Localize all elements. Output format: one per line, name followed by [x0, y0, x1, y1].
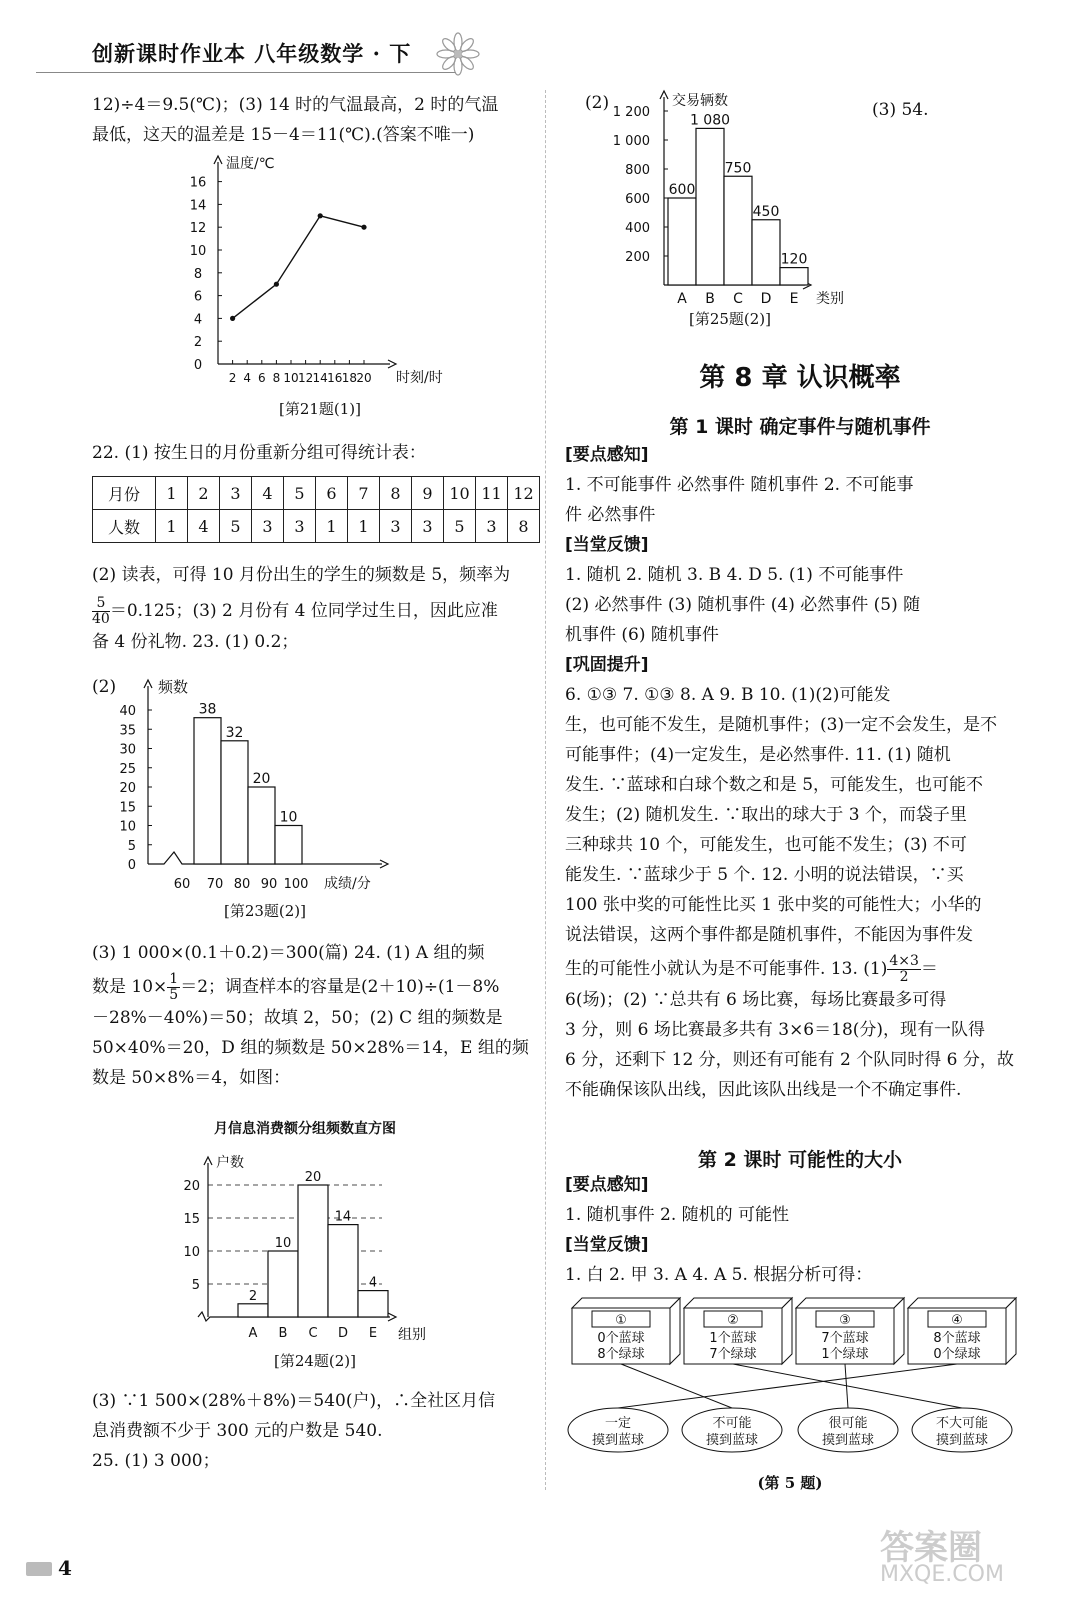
bar-value-label: 450	[752, 203, 780, 220]
answer-line: 1. 随机 2. 随机 3. B 4. D 5. (1) 不可能事件	[565, 565, 904, 585]
answer-line: 可能事件；(4)一定发生，是必然事件. 11. (1) 随机	[565, 745, 951, 765]
answer-line: 3 分，则 6 场比赛最多共有 3×6＝18(分)，现有一队得	[565, 1020, 986, 1040]
x-tick-label: A	[248, 1326, 258, 1341]
box-side	[894, 1298, 904, 1364]
table-cell-month: 8	[380, 477, 412, 510]
left-column	[92, 90, 562, 150]
answer-line: 50×40%＝20，D 组的频数是 50×28%＝14，E 组的频	[92, 1038, 529, 1058]
table-cell-month: 1	[156, 477, 188, 510]
box-top	[908, 1298, 1016, 1308]
x-tick-label: C	[733, 291, 743, 307]
answer-line: 12)÷4＝9.5(℃)；(3) 14 时的气温最高，2 时的气温	[92, 95, 499, 115]
x-tick-label: 10	[283, 371, 299, 385]
table-cell-month: 11	[476, 477, 508, 510]
chart-25-bar	[590, 85, 870, 307]
table-head-month: 月份	[93, 477, 156, 510]
x-tick-label: 6	[257, 371, 266, 385]
y-tick-label: 10	[189, 244, 207, 259]
box-side	[670, 1298, 680, 1364]
chart-24-histogram	[150, 1145, 450, 1345]
answer-line: 能发生. ∵蓝球少于 5 个. 12. 小明的说法错误，∵买	[565, 865, 964, 885]
bar	[752, 220, 780, 285]
data-point	[361, 225, 366, 230]
y-tick-label: 1 200	[612, 105, 650, 120]
data-point	[230, 316, 235, 321]
x-axis-label: 类别	[816, 291, 844, 307]
x-tick-label: B	[705, 291, 715, 307]
box-text: 8个绿球	[597, 1347, 645, 1362]
y-tick-label: 14	[189, 198, 207, 214]
answer-line: 最低，这天的温差是 15－4＝11(℃).(答案不唯一)	[92, 125, 475, 145]
book-title: 创新课时作业本 八年级数学 · 下	[92, 41, 412, 66]
histogram-bar	[221, 741, 248, 864]
page-header	[0, 0, 1085, 90]
table-cell-count: 3	[380, 510, 412, 543]
chart-21-caption: [第21题(1)]	[278, 400, 362, 418]
x-axis-label: 时刻/时	[396, 370, 443, 386]
answer-line: (2) 必然事件 (3) 随机事件 (4) 必然事件 (5) 随	[565, 595, 921, 615]
answer-line: 6. ①③ 7. ①③ 8. A 9. B 10. (1)(2)可能发	[565, 685, 891, 705]
bar-value-label: 38	[198, 701, 217, 718]
page-number: 4	[58, 1556, 72, 1580]
x-tick-label: A	[677, 291, 687, 307]
box-top	[684, 1298, 792, 1308]
histogram-bar	[238, 1304, 268, 1317]
bar-value-label: 20	[304, 1170, 322, 1185]
bar-value-label: 10	[279, 809, 298, 826]
table-cell-month: 12	[508, 477, 540, 510]
bar-value-label: 120	[780, 251, 808, 268]
section-label: [要点感知]	[565, 1175, 649, 1195]
table-cell-count: 5	[444, 510, 476, 543]
table-cell-count: 1	[316, 510, 348, 543]
answer-text: ＝0.125；(3) 2 月份有 4 位同学过生日，因此应准	[109, 601, 498, 621]
q22-block	[92, 438, 552, 468]
x-tick-label: 8	[272, 371, 281, 385]
table-cell-count: 5	[220, 510, 252, 543]
lesson-2-answers	[565, 1170, 1025, 1290]
x-tick-label: E	[368, 1326, 378, 1341]
answer-line: 生，也可能不发生，是随机事件；(3)一定不会发生，是不	[565, 715, 998, 735]
y-tick-label: 20	[119, 781, 136, 796]
bar-value-label: 14	[334, 1209, 352, 1225]
data-point	[274, 282, 279, 287]
y-tick-label: 5	[127, 838, 136, 854]
answer-line: 发生；(2) 随机发生. ∵取出的球大于 3 个，而袋子里	[565, 805, 967, 825]
y-axis-label: 频数	[158, 678, 189, 696]
answer-line: (2) 读表，可得 10 月份出生的学生的频数是 5，频率为	[92, 565, 511, 585]
data-point	[318, 213, 323, 218]
bar	[668, 198, 696, 285]
bar	[724, 176, 752, 285]
oval-text: 摸到蓝球	[935, 1433, 989, 1448]
table-cell-month: 3	[220, 477, 252, 510]
match-line	[621, 1364, 732, 1408]
y-tick-label: 15	[119, 800, 136, 816]
histogram-bar	[248, 787, 275, 864]
oval-text: 摸到蓝球	[705, 1433, 759, 1448]
x-tick-label: D	[337, 1326, 349, 1341]
answer-line: 不能确保该队出线，因此该队出线是一个不确定事件.	[565, 1080, 962, 1100]
x-tick-label: 60	[173, 877, 191, 892]
lesson-1-title: 第 1 课时 确定事件与随机事件	[669, 416, 931, 438]
bar-value-label: 750	[724, 160, 752, 177]
x-tick-label: 12	[297, 371, 314, 385]
y-tick-label: 4	[193, 312, 203, 328]
x-tick-label: 4	[243, 371, 252, 385]
box-number: ④	[951, 1313, 963, 1328]
y-tick-label: 35	[119, 723, 136, 739]
answer-line: 6(场)；(2) ∵总共有 6 场比赛，每场比赛最多可得	[565, 990, 947, 1010]
answer-line: 三种球共 10 个，可能发生，也可能不发生；(3) 不可	[565, 835, 967, 855]
box-number: ③	[839, 1313, 851, 1328]
matching-diagram	[560, 1290, 1020, 1470]
box-text: 1个绿球	[821, 1347, 869, 1362]
y-tick-label: 1 000	[612, 134, 650, 149]
x-tick-label: 16	[327, 371, 343, 385]
q24-block	[92, 938, 552, 1093]
header-rule	[36, 72, 456, 73]
q22-answer	[92, 560, 552, 657]
chapter-title: 第 8 章 认识概率	[699, 363, 901, 393]
y-tick-label: 10	[183, 1245, 200, 1260]
answer-text: ＝	[920, 959, 938, 979]
answer-line: 发生. ∵蓝球和白球个数之和是 5，可能发生，也可能不	[565, 775, 984, 795]
answer-line: 备 4 份礼物. 23. (1) 0.2；	[92, 632, 299, 652]
x-tick-label: B	[278, 1326, 288, 1341]
table-cell-month: 4	[252, 477, 284, 510]
y-tick-label: 800	[625, 163, 650, 178]
flower-icon	[436, 32, 480, 76]
x-tick-label: 14	[312, 371, 328, 385]
answer-line: 6 分，还剩下 12 分，则还有可能有 2 个队同时得 6 分，故	[565, 1050, 1014, 1070]
histogram-bar	[268, 1251, 298, 1317]
answer-text: 数是 10×	[92, 977, 168, 997]
watermark-url: MXQE.COM	[880, 1562, 1004, 1587]
fraction: $\frac{4\times 3}{2}$	[889, 953, 919, 985]
y-tick-label: 0	[193, 358, 203, 373]
y-axis-label: 交易辆数	[672, 93, 728, 109]
x-axis-label: 成绩/分	[324, 876, 371, 892]
bar-value-label: 4	[368, 1275, 378, 1291]
chart-24-caption: [第24题(2)]	[273, 1352, 357, 1370]
q24-conclusion	[92, 1386, 552, 1476]
answer-line: 25. (1) 3 000；	[92, 1451, 220, 1471]
bar-value-label: 1 080	[689, 112, 731, 129]
bar-value-label: 32	[225, 724, 244, 741]
table-cell-count: 8	[508, 510, 540, 543]
table-cell-month: 10	[444, 477, 476, 510]
bar	[780, 268, 808, 285]
x-tick-label: 18	[341, 371, 358, 385]
box-side	[782, 1298, 792, 1364]
answer-line: －28%－40%)＝50；故填 2，50；(2) C 组的频数是	[92, 1008, 503, 1028]
answer-line: 1. 随机事件 2. 随机的 可能性	[565, 1205, 790, 1225]
chart-24-title: 月信息消费额分组频数直方图	[214, 1121, 396, 1137]
box-text: 7个蓝球	[821, 1331, 869, 1346]
table-cell-month: 5	[284, 477, 316, 510]
section-label: [巩固提升]	[565, 655, 649, 675]
chart-25-tag: (2)	[585, 93, 610, 113]
bar	[696, 128, 724, 285]
oval-text: 一定	[604, 1416, 632, 1431]
y-tick-label: 15	[183, 1212, 200, 1227]
y-tick-label: 12	[189, 221, 207, 237]
y-tick-label: 0	[127, 858, 136, 873]
box-text: 8个蓝球	[933, 1331, 981, 1346]
x-tick-label: C	[308, 1326, 318, 1341]
histogram-bar	[194, 718, 221, 864]
y-tick-label: 600	[625, 192, 650, 207]
answer-line: 机事件 (6) 随机事件	[565, 625, 719, 645]
answer-text: ＝2；调查样本的容量是(2＋10)÷(1－8%	[180, 977, 500, 997]
oval-text: 不大可能	[935, 1416, 989, 1431]
answer-line: 22. (1) 按生日的月份重新分组可得统计表：	[92, 443, 426, 463]
answer-line: 数是 50×8%＝4，如图：	[92, 1068, 291, 1088]
chart-23-tag: (2)	[92, 677, 117, 697]
oval-text: 摸到蓝球	[821, 1433, 875, 1448]
y-tick-label: 25	[119, 761, 136, 777]
answer-line: 息消费额不少于 300 元的户数是 540.	[92, 1421, 383, 1441]
answer-line: (3) 1 000×(0.1＋0.2)＝300(篇) 24. (1) A 组的频	[92, 943, 485, 963]
table-cell-month: 7	[348, 477, 380, 510]
box-text: 0个绿球	[933, 1347, 981, 1362]
histogram-bar	[298, 1185, 328, 1317]
table-cell-count: 1	[348, 510, 380, 543]
x-tick-label: 100	[283, 877, 309, 892]
x-tick-label: D	[760, 291, 772, 307]
box-text: 1个蓝球	[709, 1331, 757, 1346]
box-number: ②	[727, 1313, 739, 1328]
y-tick-label: 30	[119, 742, 136, 758]
histogram-bar	[358, 1291, 388, 1317]
table-head-count: 人数	[93, 510, 156, 543]
y-axis-label: 户数	[216, 1155, 244, 1171]
y-tick-label: 10	[119, 819, 136, 835]
section-label: [当堂反馈]	[565, 535, 649, 555]
box-text: 0个蓝球	[597, 1331, 645, 1346]
bar-value-label: 600	[668, 182, 696, 198]
fraction: $\frac{1}{5}$	[169, 971, 179, 1003]
answer-line: 100 张中奖的可能性比买 1 张中奖的可能性大；小华的	[565, 895, 982, 915]
diagram-caption: (第 5 题)	[757, 1474, 823, 1492]
q25-part3: (3) 54.	[872, 100, 929, 120]
table-cell-month: 9	[412, 477, 444, 510]
x-tick-label: E	[789, 291, 799, 307]
oval-text: 摸到蓝球	[591, 1433, 645, 1448]
x-tick-label: 2	[228, 371, 237, 385]
column-divider	[545, 90, 546, 1490]
y-tick-label: 200	[625, 250, 650, 265]
table-cell-count: 3	[476, 510, 508, 543]
y-tick-label: 20	[183, 1179, 200, 1194]
oval-text: 很可能	[828, 1416, 868, 1431]
x-axis-label: 组别	[398, 1327, 426, 1343]
chart-21-line	[150, 150, 470, 400]
x-tick-label: 20	[356, 371, 372, 385]
y-tick-label: 2	[193, 335, 203, 351]
box-side	[1006, 1298, 1016, 1364]
watermark: 答案圈	[880, 1528, 982, 1568]
lesson-2-title: 第 2 课时 可能性的大小	[697, 1149, 903, 1171]
table-cell-count: 3	[412, 510, 444, 543]
answer-line: (3) ∵1 500×(28%＋8%)＝540(户)，∴全社区月信	[92, 1391, 496, 1411]
fraction: $\frac{5}{40}$	[92, 595, 110, 627]
y-tick-label: 400	[625, 221, 650, 236]
table-cell-count: 1	[156, 510, 188, 543]
table-cell-count: 4	[188, 510, 220, 543]
y-axis-label: 温度/℃	[226, 156, 275, 172]
chart-23-histogram	[92, 672, 422, 897]
birthday-table	[92, 476, 540, 543]
histogram-bar	[275, 826, 302, 865]
chart-25-caption: [第25题(2)]	[688, 310, 772, 328]
box-text: 7个绿球	[709, 1347, 757, 1362]
answer-text: 生的可能性小就认为是不可能事件. 13. (1)	[565, 959, 888, 979]
series-line	[233, 216, 364, 319]
section-label: [当堂反馈]	[565, 1235, 649, 1255]
answer-line: 1. 白 2. 甲 3. A 4. A 5. 根据分析可得：	[565, 1265, 873, 1285]
box-top	[572, 1298, 680, 1308]
answer-line: 说法错误，这两个事件都是随机事件，不能因为事件发	[565, 925, 973, 945]
box-top	[796, 1298, 904, 1308]
match-line	[618, 1364, 957, 1408]
lesson-1-answers	[565, 440, 1025, 1105]
y-tick-label: 40	[119, 704, 136, 719]
y-tick-label: 16	[189, 175, 207, 191]
table-cell-month: 2	[188, 477, 220, 510]
y-tick-label: 6	[193, 289, 203, 305]
table-cell-month: 6	[316, 477, 348, 510]
x-tick-label: 80	[233, 877, 251, 892]
answer-line: 件 必然事件	[565, 505, 656, 525]
y-tick-label: 5	[191, 1278, 200, 1293]
oval-text: 不可能	[712, 1416, 752, 1431]
x-tick-label: 90	[260, 877, 278, 892]
x-tick-label: 70	[206, 877, 224, 892]
table-cell-count: 3	[284, 510, 316, 543]
chart-23-caption: [第23题(2)]	[223, 902, 307, 920]
answer-line: 1. 不可能事件 必然事件 随机事件 2. 不可能事	[565, 475, 914, 495]
box-number: ①	[615, 1313, 627, 1328]
page-marker	[26, 1562, 52, 1576]
histogram-bar	[328, 1225, 358, 1317]
bar-value-label: 20	[252, 771, 271, 787]
table-cell-count: 3	[252, 510, 284, 543]
section-label: [要点感知]	[565, 445, 649, 465]
bar-value-label: 10	[274, 1236, 292, 1251]
y-tick-label: 8	[193, 266, 203, 282]
bar-value-label: 2	[248, 1288, 258, 1304]
